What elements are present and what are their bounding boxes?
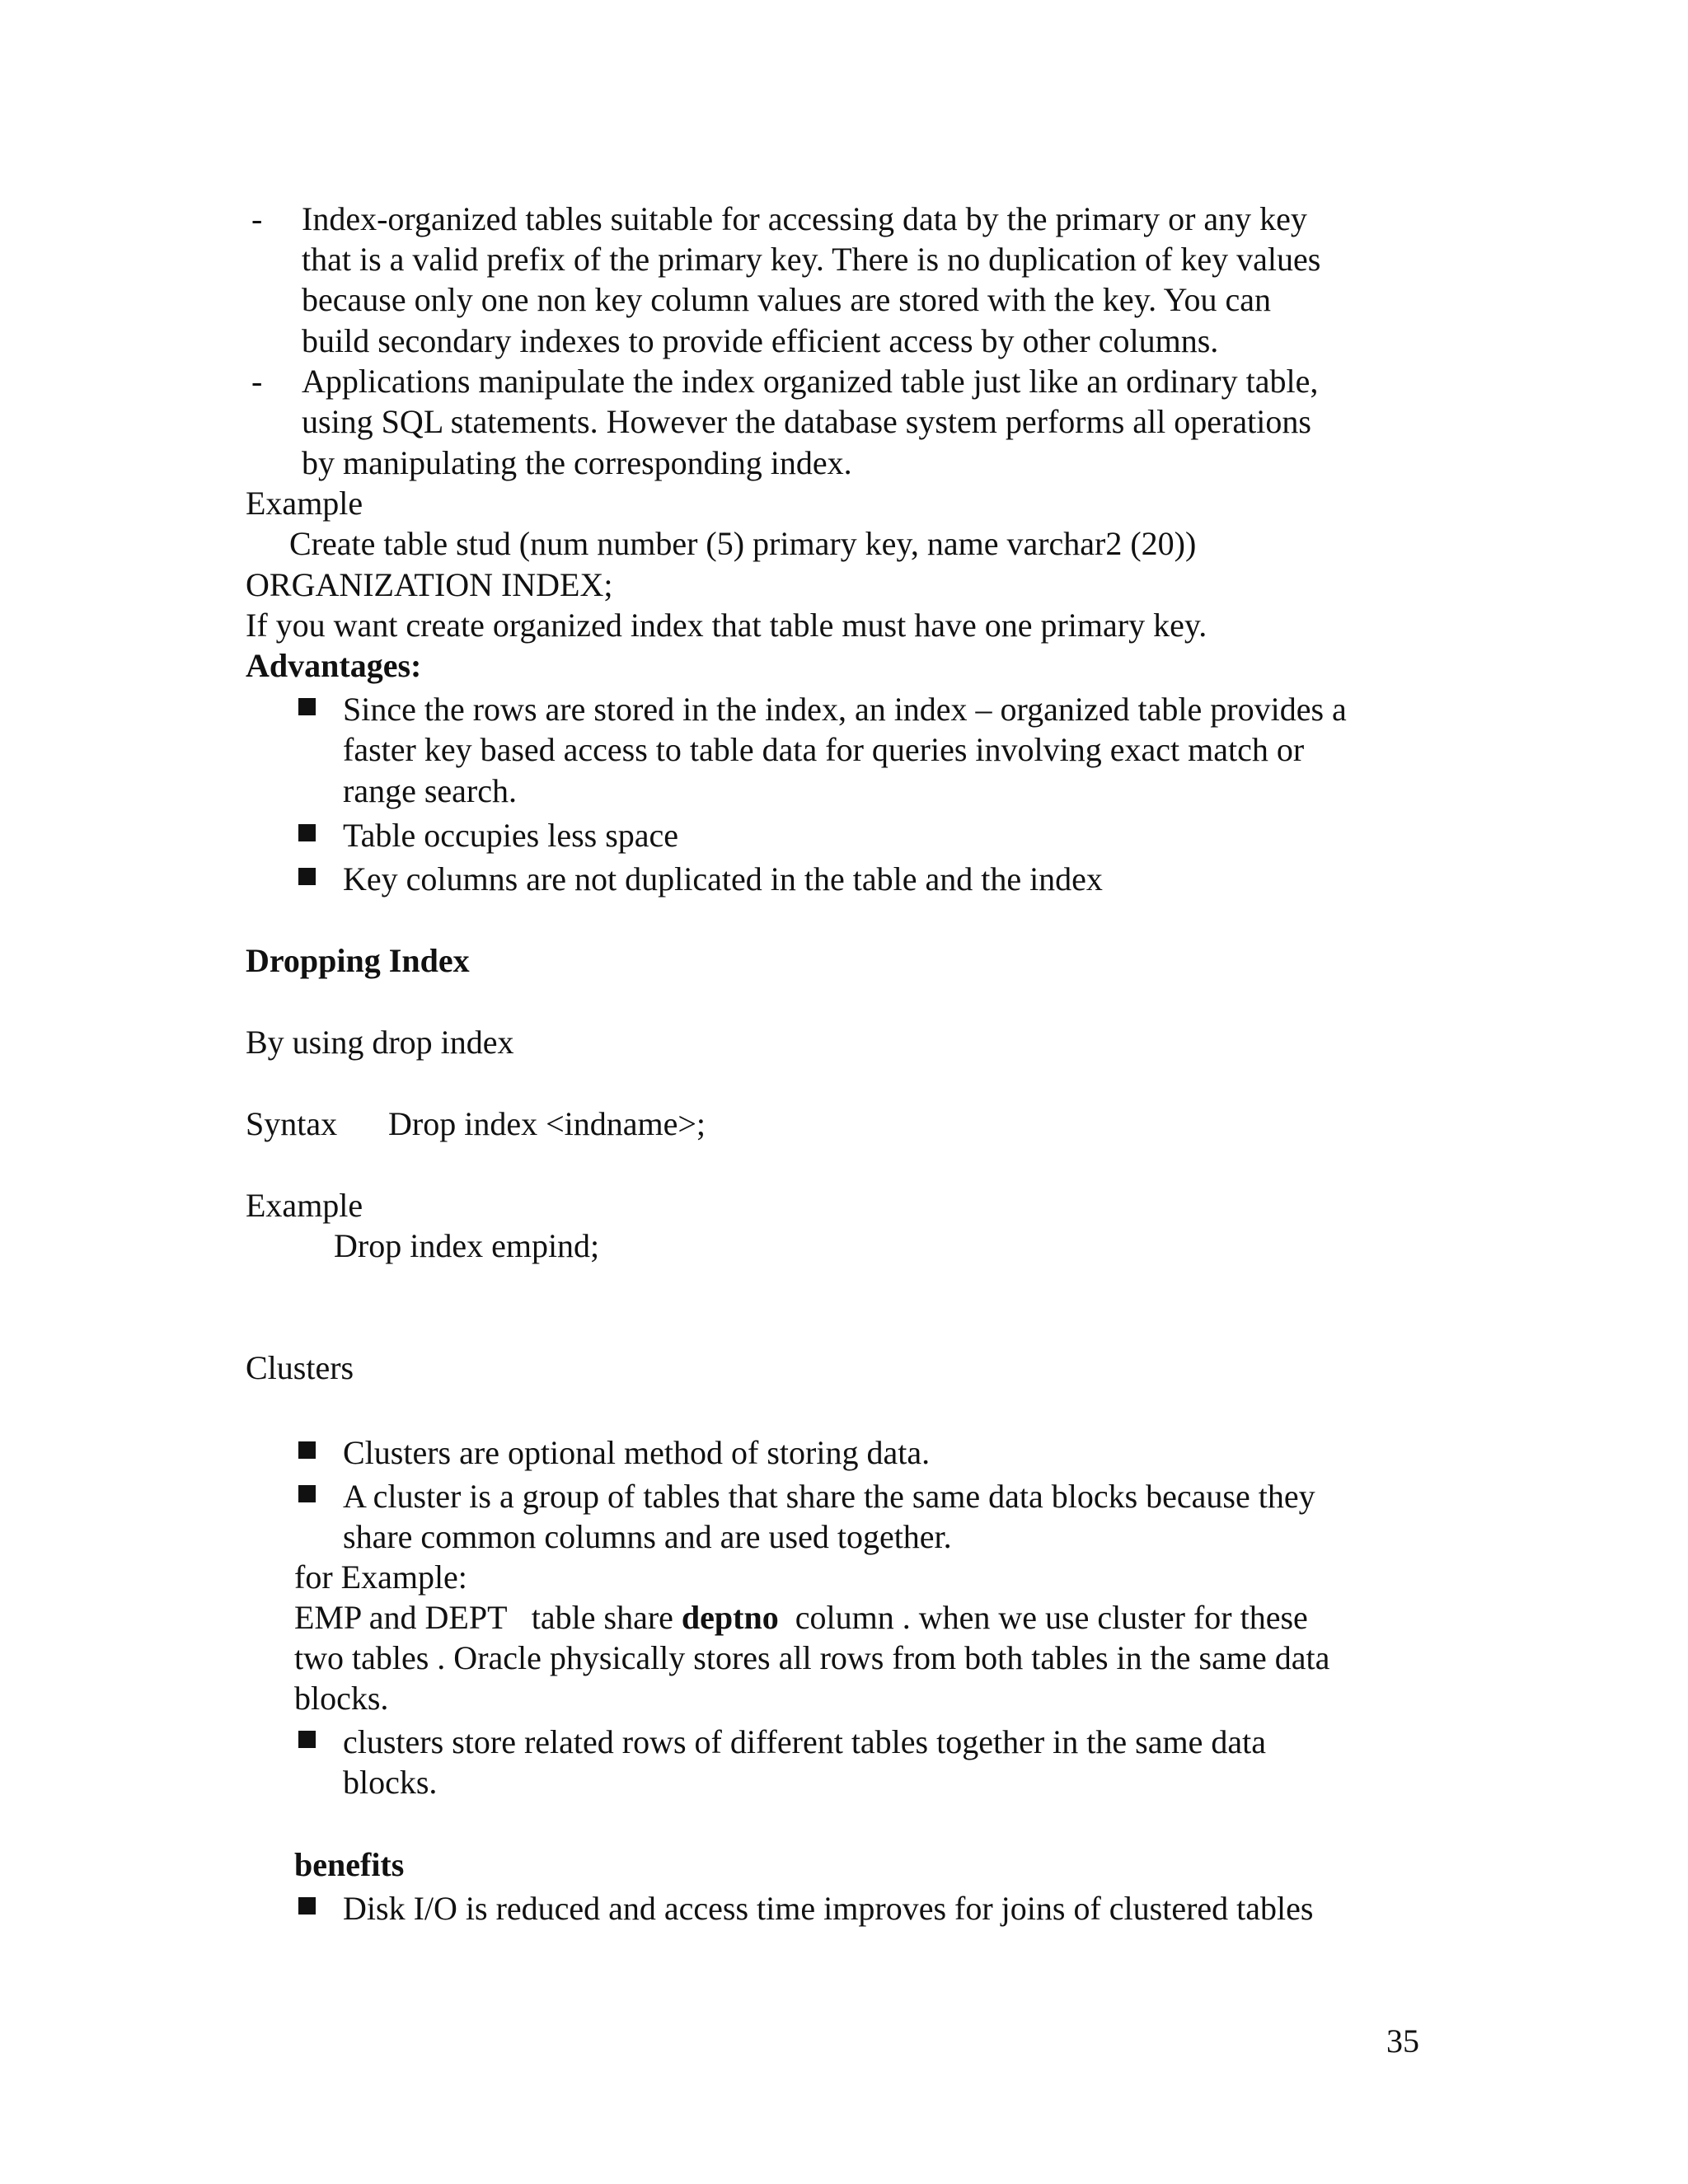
example-code-line-1: Create table stud (num number (5) primary key, name varchar2 (20)) [289,525,1197,562]
square-bullet-icon [298,868,316,885]
advantage-1-line-2: faster key based access to table data for queries involving exact match or [343,731,1305,768]
square-bullet-icon [298,1897,316,1915]
deptno-bold-text: deptno [681,1599,779,1636]
for-example-label: for Example: [294,1558,467,1596]
note-text: If you want create organized index that table must have one primary key. [246,607,1207,644]
dash-item-1-line-2: that is a valid prefix of the primary key. There is no duplication of key values [302,241,1321,278]
dash-item-1-line-1: Index-organized tables suitable for accessing data by the primary or any key [302,200,1307,237]
square-bullet-icon [298,1731,316,1748]
square-bullet-icon [298,1485,316,1502]
clusters-item-2-line-1: A cluster is a group of tables that share the same data blocks because they [343,1478,1315,1515]
square-bullet-icon [298,698,316,715]
clusters-paragraph-line-1 [294,1601,1308,1634]
dash-item-2-line-1: Applications manipulate the index organized table just like an ordinary table, [302,363,1319,400]
syntax-code: Drop index <indname>; [388,1105,706,1142]
clusters-paragraph-line-3: blocks. [294,1680,389,1717]
clusters-paragraph-line-2: two tables . Oracle physically stores all rows from both tables in the same data [294,1639,1330,1676]
paragraph-text-pre: EMP and DEPT table share [294,1599,682,1636]
clusters-heading: Clusters [246,1349,354,1386]
clusters-item-1: Clusters are optional method of storing data. [343,1434,931,1471]
clusters-item-3-line-1: clusters store related rows of different tables together in the same data [343,1723,1266,1760]
advantages-heading: Advantages: [246,647,422,684]
dash-bullet: - [251,363,263,400]
square-bullet-icon [298,824,316,841]
clusters-item-3-line-2: blocks. [343,1764,438,1801]
benefits-item-1: Disk I/O is reduced and access time improves for joins of clustered tables [343,1890,1314,1927]
dash-bullet: - [251,200,263,237]
advantage-2: Table occupies less space [343,817,679,854]
clusters-item-2-line-2: share common columns and are used together. [343,1518,952,1555]
benefits-heading: benefits [294,1846,405,1883]
dash-item-2-line-2: using SQL statements. However the database system performs all operations [302,403,1311,440]
advantage-1-line-1: Since the rows are stored in the index, an index – organized table provides a [343,691,1347,728]
example-label: Example [246,485,363,522]
page-number: 35 [1386,2022,1419,2060]
dropping-index-heading: Dropping Index [246,942,470,979]
paragraph-text-post: column . when we use cluster for these [778,1599,1308,1636]
example-code-line-2: ORGANIZATION INDEX; [246,566,613,603]
syntax-label: Syntax [246,1105,338,1142]
dropping-intro: By using drop index [246,1024,514,1061]
advantage-3: Key columns are not duplicated in the table and the index [343,860,1103,898]
square-bullet-icon [298,1441,316,1459]
dash-item-1-line-3: because only one non key column values are stored with the key. You can [302,281,1271,318]
dash-item-2-line-3: by manipulating the corresponding index. [302,444,852,481]
drop-example-label: Example [246,1187,363,1224]
advantage-1-line-3: range search. [343,772,517,809]
dash-item-1-line-4: build secondary indexes to provide efficient access by other columns. [302,322,1219,359]
drop-example-code: Drop index empind; [334,1227,600,1264]
